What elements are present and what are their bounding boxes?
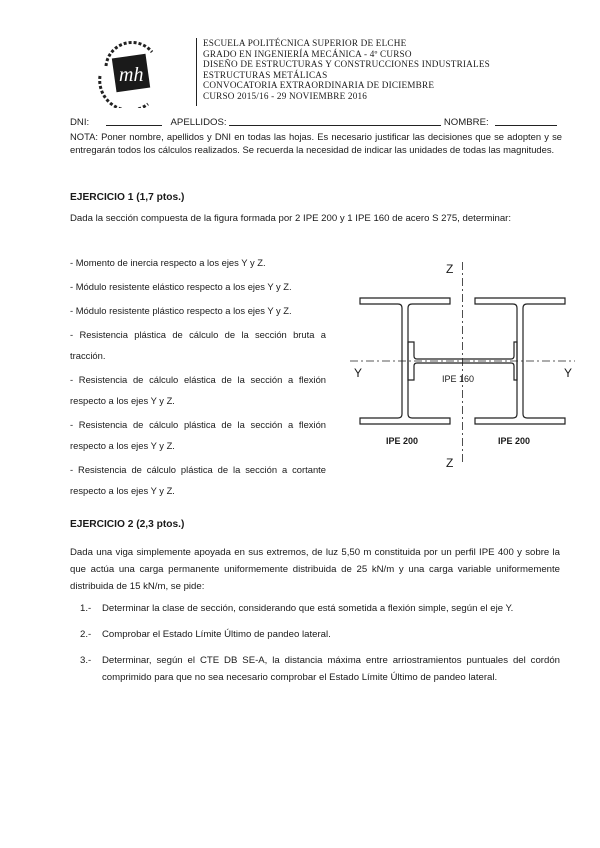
- dni-label: DNI:: [70, 117, 90, 128]
- logo-monogram: mh: [119, 64, 144, 86]
- dni-field[interactable]: [106, 116, 162, 126]
- ex2-item-number: 1.-: [80, 603, 92, 614]
- topic-name: ESTRUCTURAS METÁLICAS: [203, 69, 328, 80]
- logo-text: [92, 98, 100, 99]
- name-field[interactable]: [495, 116, 557, 126]
- right-ipe200-profile: [475, 298, 565, 424]
- school-name: ESCUELA POLITÉCNICA SUPERIOR DE ELCHE: [203, 38, 407, 48]
- ex2-item: [80, 626, 560, 643]
- ex2-title: EJERCICIO 2 (2,3 ptos.): [70, 519, 185, 530]
- note-paragraph: NOTA: Poner nombre, apellidos y DNI en todas las hojas. Es necesario justificar las decisiones que se adopten y se entregarán todos los cálculos realizados. Se recuerda la necesidad de indicar las unidades de todas las magnitudes.: [70, 131, 562, 155]
- surname-label: APELLIDOS:: [170, 117, 227, 128]
- ex1-item: - Resistencia de cálculo elástica de la sección a flexión respecto a los ejes Y y Z.: [70, 374, 326, 406]
- degree-name: GRADO EN INGENIERÍA MECÁNICA - 4º CURSO: [203, 48, 412, 59]
- subject-name: DISEÑO DE ESTRUCTURAS Y CONSTRUCCIONES INDUSTRIALES: [203, 59, 490, 70]
- ex2-item: [80, 600, 560, 617]
- ex1-item: - Módulo resistente plástico respecto a los ejes Y y Z.: [70, 305, 292, 316]
- course-date: CURSO 2015/16 - 29 NOVIEMBRE 2016: [203, 90, 368, 101]
- exam-call: CONVOCATORIA EXTRAORDINARIA DE DICIEMBRE: [203, 80, 435, 91]
- ex1-item: - Momento de inercia respecto a los ejes Y y Z.: [70, 257, 266, 268]
- ex2-item: [80, 652, 560, 686]
- name-label: NOMBRE:: [443, 117, 489, 128]
- left-ipe200-label: IPE 200: [386, 436, 419, 446]
- ex1-list: [70, 252, 326, 501]
- ex2-item-text: Comprobar el Estado Límite Último de pandeo lateral.: [102, 629, 331, 640]
- ex1-intro: Dada la sección compuesta de la figura formada por 2 IPE 200 y 1 IPE 160 de acero S 275, determinar:: [70, 213, 512, 224]
- z-axis-top-label: Z: [446, 262, 454, 276]
- ex2-intro: Dada una viga simplemente apoyada en sus extremos, de luz 5,50 m constituida por un perfil IPE 400 y sobre la que actúa una carga permanente uniformemente distribuida de 25 kN/m y una carga variable uniformemente distribuida de 15 kN/m, se pide:: [70, 547, 560, 592]
- student-id-row: [70, 116, 570, 128]
- y-axis-left-label: Y: [354, 366, 363, 380]
- ex1-item: - Módulo resistente elástico respecto a los ejes Y y Z.: [70, 281, 292, 292]
- ex1-item: - Resistencia de cálculo plástica de la sección a flexión respecto a los ejes Y y Z.: [70, 419, 326, 451]
- header-box: [196, 38, 490, 106]
- ex1-title: EJERCICIO 1 (1,7 ptos.): [70, 192, 185, 203]
- ex1-item: - Resistencia plástica de cálculo de la sección bruta a tracción.: [70, 329, 326, 361]
- ex2-list: [80, 600, 560, 686]
- y-axis-right-label: Y: [564, 366, 573, 380]
- ex2-item-number: 3.-: [80, 655, 92, 666]
- ex2-item-text: Determinar la clase de sección, considerando que está sometida a flexión simple, según el eje Y.: [102, 603, 514, 614]
- z-axis-bottom-label: Z: [446, 456, 454, 470]
- section-figure: [350, 258, 575, 473]
- ex2-item-text: Determinar, según el CTE DB SE-A, la distancia máxima entre arriostramientos puntuales del cordón comprimido para que no sea necesario comprobar el Estado Límite Último de pandeo lateral.: [102, 655, 560, 683]
- right-ipe200-label: IPE 200: [498, 436, 531, 446]
- university-logo: [92, 36, 168, 108]
- ipe160-label: IPE 160: [442, 374, 475, 384]
- ex2-item-number: 2.-: [80, 629, 92, 640]
- surname-field[interactable]: [229, 116, 441, 126]
- ex1-item: - Resistencia de cálculo plástica de la sección a cortante respecto a los ejes Y y Z.: [70, 464, 326, 496]
